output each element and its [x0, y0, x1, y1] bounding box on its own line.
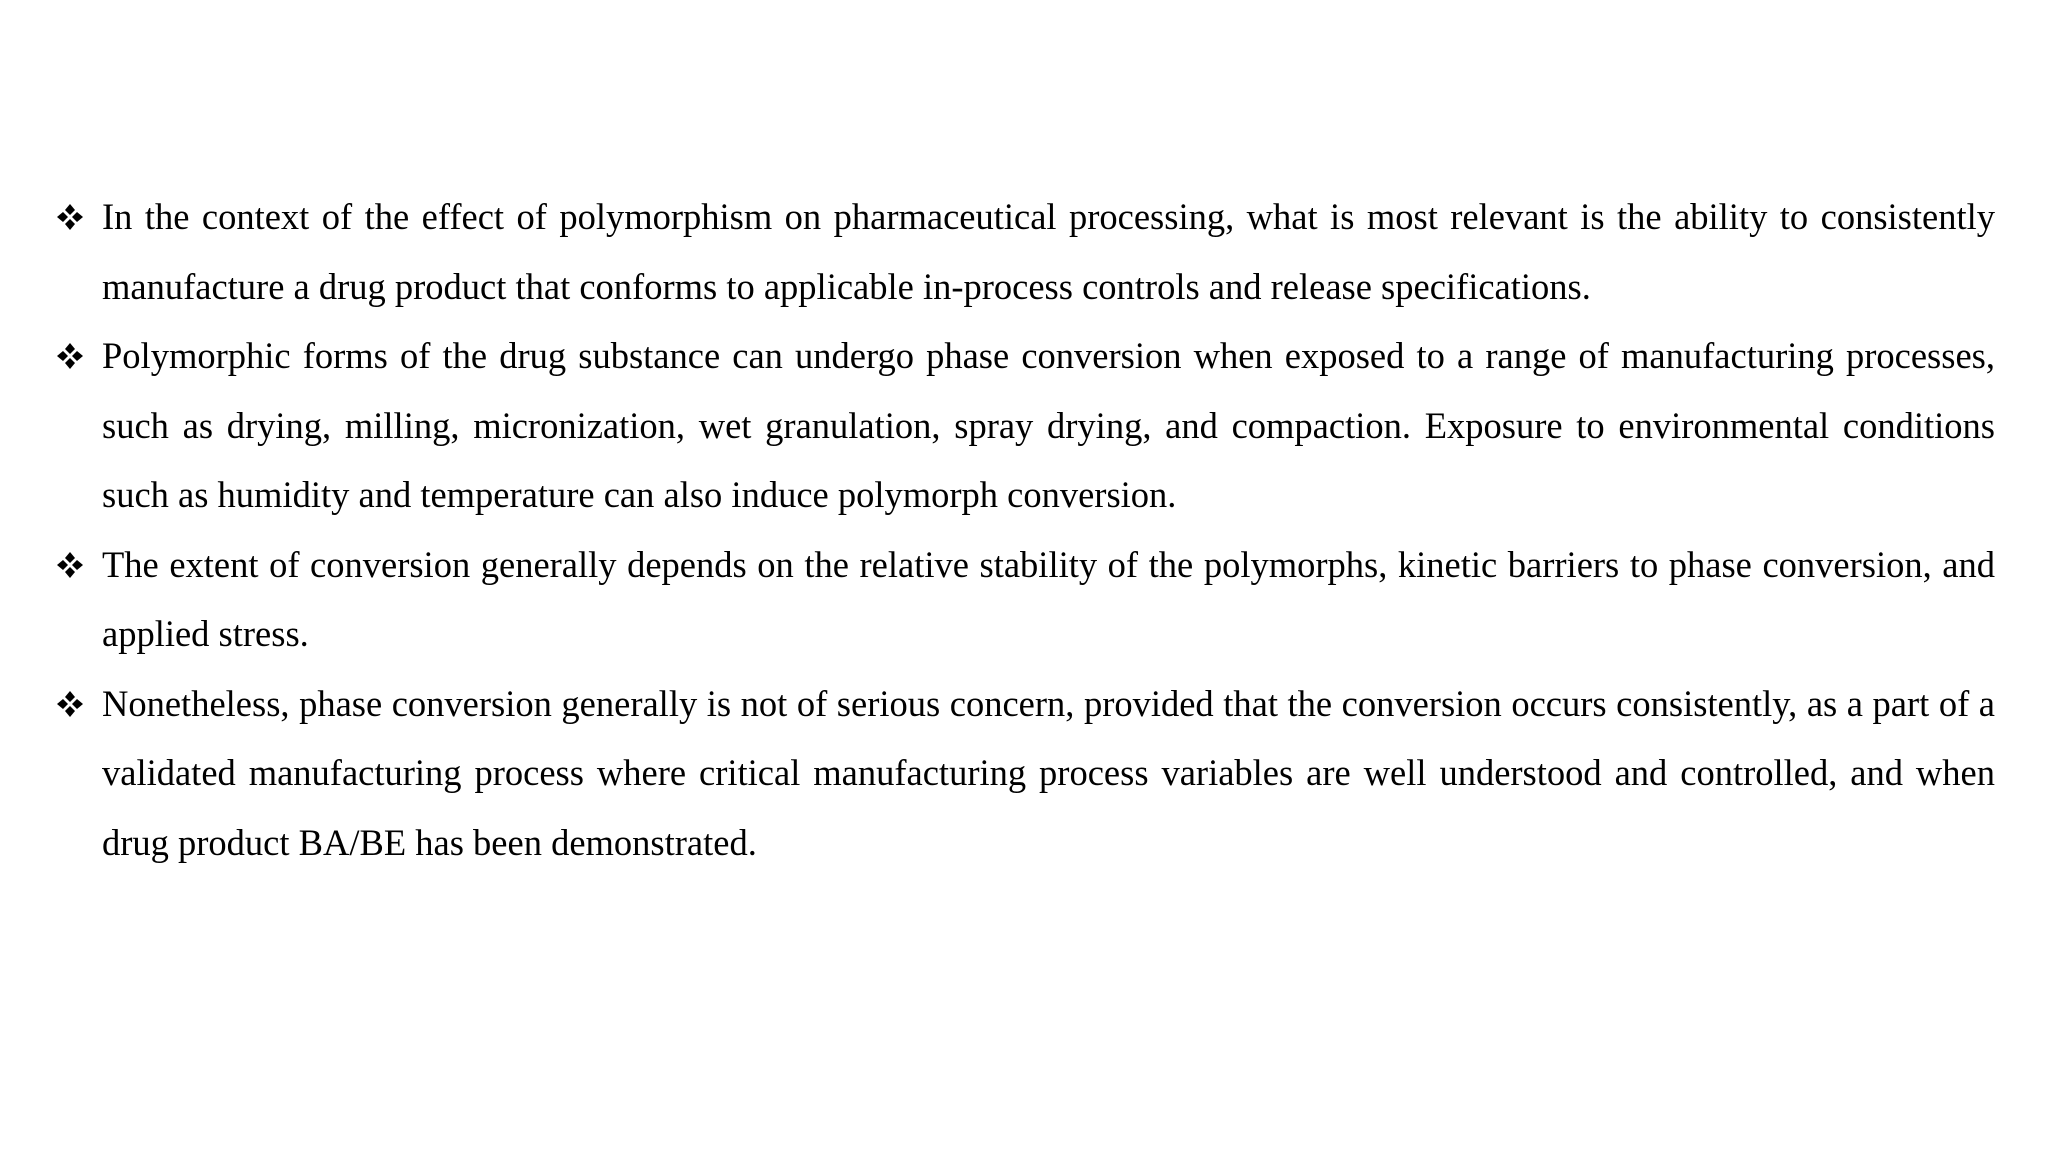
- four-diamond-bullet-icon: [55, 341, 85, 371]
- bullet-item-extent-of-conversion: [55, 530, 1995, 669]
- four-diamond-bullet-icon: [55, 689, 85, 719]
- bullet-text: Nonetheless, phase conversion generally is not of serious concern, provided that the conversion occurs consistently, as a part of a validated manufacturing process where critical manufacturing process variables are well understood and controlled, and when drug product BA/BE has been demonstrated.: [102, 682, 1995, 863]
- bullet-text: The extent of conversion generally depends on the relative stability of the polymorphs, kinetic barriers to phase conversion, and applied stress.: [102, 543, 1995, 654]
- bullet-item-nonetheless: [55, 669, 1995, 878]
- bullet-text: In the context of the effect of polymorphism on pharmaceutical processing, what is most relevant is the ability to consistently manufacture a drug product that conforms to applicable in-process controls and release specifications.: [102, 196, 1995, 307]
- bullet-item-polymorphism-context: [55, 182, 1995, 321]
- bullet-item-phase-conversion: [55, 321, 1995, 530]
- four-diamond-bullet-icon: [55, 202, 85, 232]
- bullet-text: Polymorphic forms of the drug substance can undergo phase conversion when exposed to a range of manufacturing processes, such as drying, milling, micronization, wet granulation, spray drying, and compaction. Exposure to environmental conditions such as humidity and temperature can also induce polymorph conversion.: [102, 335, 1995, 515]
- bullet-list: [55, 182, 1995, 877]
- four-diamond-bullet-icon: [55, 550, 85, 580]
